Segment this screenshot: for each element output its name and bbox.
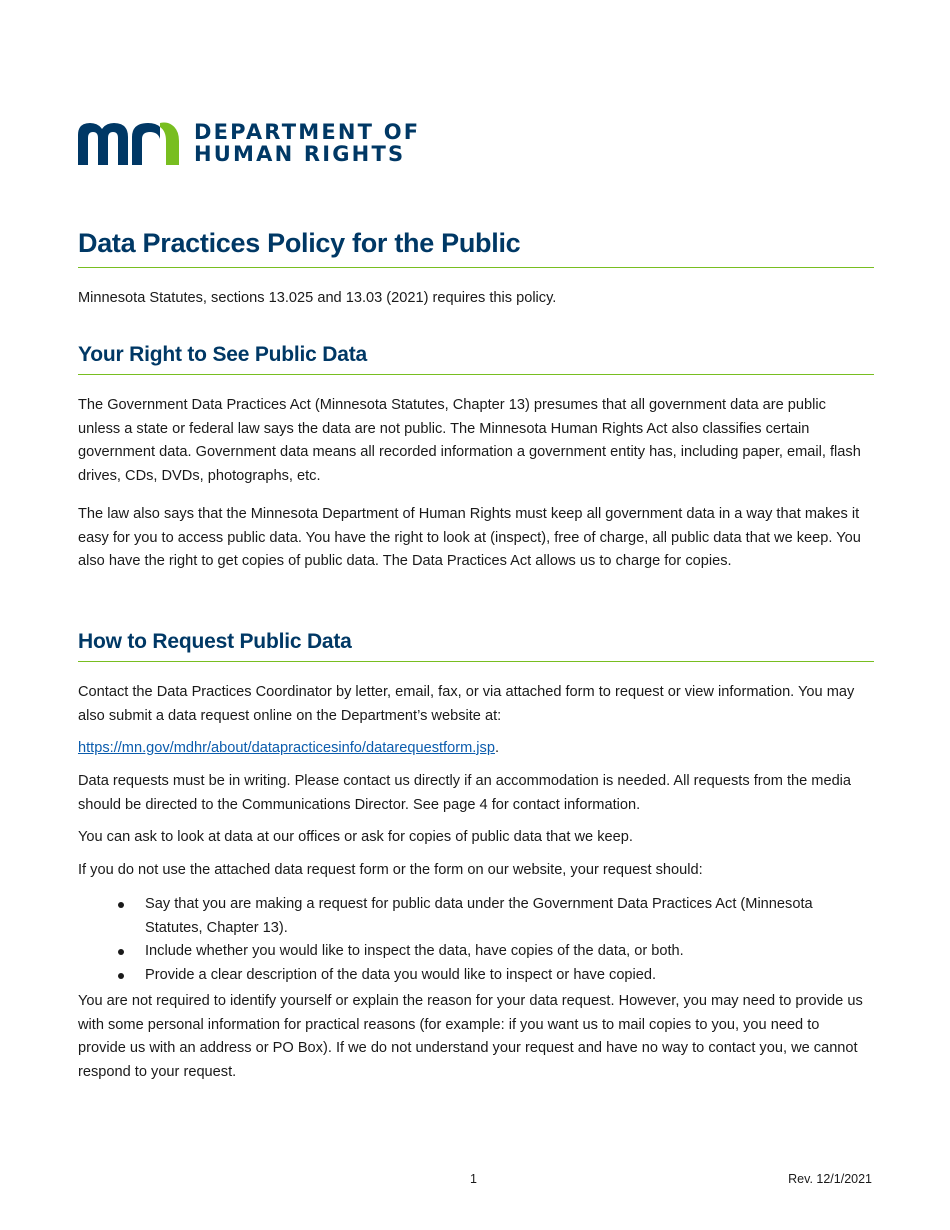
bullet-icon (118, 949, 124, 955)
bullet-icon (118, 902, 124, 908)
intro-paragraph: Minnesota Statutes, sections 13.025 and 13.03 (2021) requires this policy. (78, 290, 557, 306)
mn-logo-mark (78, 121, 180, 165)
department-logo (78, 118, 420, 168)
section2-paragraph-5: You are not required to identify yourself or explain the reason for your data request. However, you may need to provide us with some personal information for practical reasons (for example: if you want us to mail copies to you, you need to provide us with an address or PO Box). If we do not understand your request and have no way to contact you, we cannot respond to your request. (78, 993, 863, 1080)
list-item (78, 940, 868, 964)
list-item-text: Say that you are making a request for public data under the Government Data Practices Act (Minnesota Statutes, Chapter 13). (145, 896, 813, 936)
section1-paragraph-2: The law also says that the Minnesota Department of Human Rights must keep all government data in a way that makes it easy for you to access public data. You have the right to look at (inspect), free of charge, all public data that we keep. You also have the right to get copies of public data. The Data Practices Act allows us to charge for copies. (78, 506, 861, 569)
section1-paragraph-1: The Government Data Practices Act (Minnesota Statutes, Chapter 13) presumes that all government data are public unless a state or federal law says the data are not public. The Minnesota Human Rights Act also classifies certain government data. Government data means all recorded information a government entity has, including paper, email, flash drives, CDs, DVDs, photographs, etc. (78, 397, 861, 484)
link-period: . (494, 740, 500, 756)
list-item (78, 893, 868, 940)
page-number: 1 (470, 1172, 477, 1186)
request-form-link[interactable]: https://mn.gov/mdhr/about/datapracticesinfo/datarequestform.jsp (78, 740, 495, 756)
logo-line-1: DEPARTMENT OF (194, 120, 421, 144)
page-title: Data Practices Policy for the Public (78, 228, 874, 268)
section2-paragraph-2: Data requests must be in writing. Please contact us directly if an accommodation is needed. All requests from the media should be directed to the Communications Director. See page 4 for contact information. (78, 773, 852, 813)
list-item-text: Include whether you would like to inspect the data, have copies of the data, or both. (145, 943, 684, 959)
revision-date: Rev. 12/1/2021 (788, 1172, 872, 1186)
logo-line-2: HUMAN RIGHTS (194, 142, 406, 166)
logo-wordmark (194, 121, 420, 165)
list-item (78, 964, 868, 988)
section-heading-how-to-request: How to Request Public Data (78, 630, 874, 662)
section2-paragraph-4: If you do not use the attached data request form or the form on our website, your request should: (78, 862, 703, 878)
bullet-icon (118, 973, 124, 979)
request-form-link-line (78, 737, 868, 761)
section-heading-right-to-see: Your Right to See Public Data (78, 343, 874, 375)
list-item-text: Provide a clear description of the data you would like to inspect or have copied. (145, 966, 657, 983)
section2-paragraph-3: You can ask to look at data at our offices or ask for copies of public data that we keep. (78, 829, 633, 845)
request-requirements-list (78, 893, 868, 987)
section2-paragraph-1: Contact the Data Practices Coordinator by letter, email, fax, or via attached form to request or view information. You may also submit a data request online on the Department’s website at: (78, 684, 855, 724)
